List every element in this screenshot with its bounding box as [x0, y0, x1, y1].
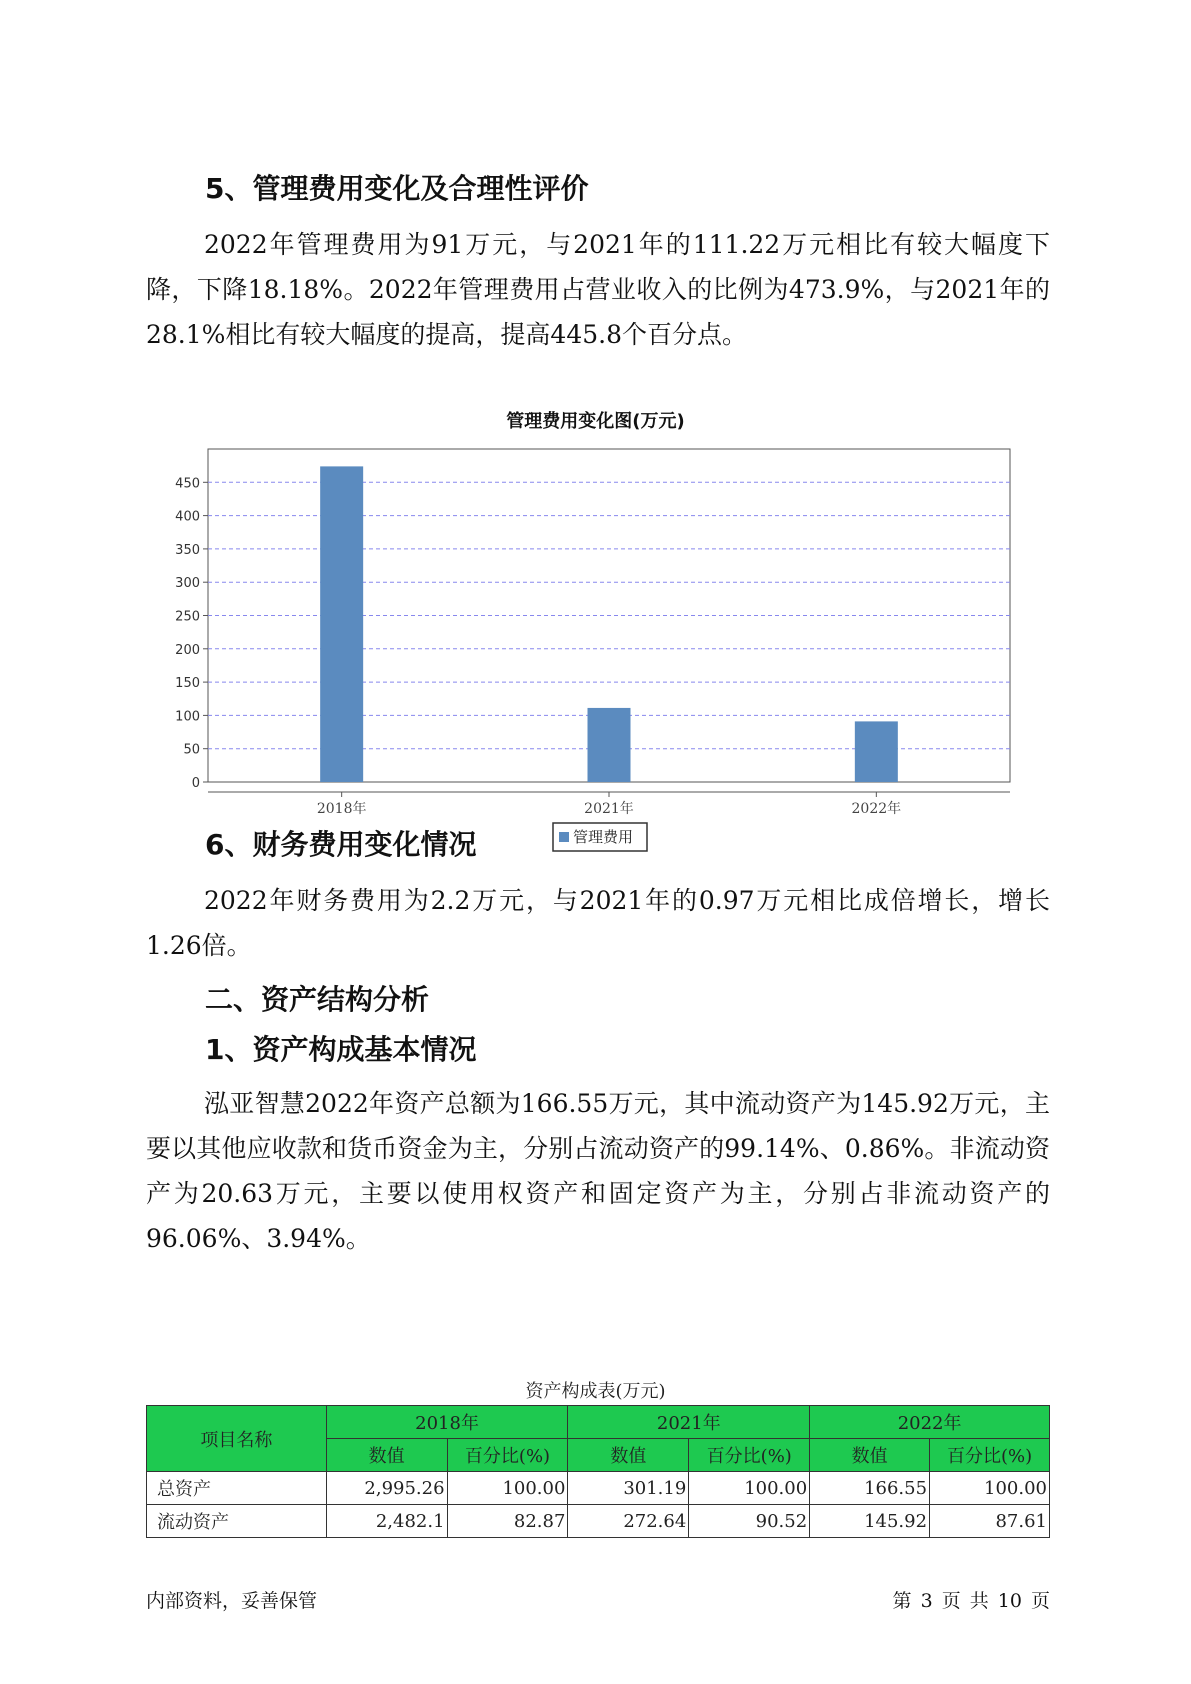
table-row — [147, 1472, 1050, 1505]
table-cell: 145.92 — [810, 1505, 930, 1538]
footer-confidential: 内部资料，妥善保管 — [146, 1590, 318, 1612]
row-name: 总资产 — [147, 1472, 327, 1505]
section-ii-1-paragraph: 泓亚智慧2022年资产总额为166.55万元，其中流动资产为145.92万元，主要以其他应收款和货币资金为主，分别占流动资产的99.14%、0.86%。非流动资产为20.63万元，主要以使用权资产和固定资产为主，分别占非流动资产的96.06%、3.94%。 — [146, 1089, 1050, 1253]
bar — [588, 708, 631, 782]
header-percent: 百分比(%) — [930, 1439, 1050, 1472]
row-name: 流动资产 — [147, 1505, 327, 1538]
y-tick-label: 50 — [183, 742, 200, 758]
x-tick-label: 2022年 — [851, 801, 902, 817]
bar — [855, 721, 898, 782]
y-tick-label: 450 — [175, 476, 200, 492]
table-cell: 82.87 — [447, 1505, 568, 1538]
table-cell: 100.00 — [930, 1472, 1050, 1505]
section-5-paragraph: 2022年管理费用为91万元，与2021年的111.22万元相比有较大幅度下降，下降18.18%。2022年管理费用占营业收入的比例为473.9%，与2021年的28.1%相比有较大幅度的提高，提高445.8个百分点。 — [146, 230, 1050, 349]
header-value: 数值 — [810, 1439, 930, 1472]
table-cell: 100.00 — [689, 1472, 810, 1505]
y-tick-label: 300 — [175, 576, 200, 592]
table-caption: 资产构成表(万元) — [525, 1381, 666, 1402]
table-cell: 90.52 — [689, 1505, 810, 1538]
y-tick-label: 400 — [175, 509, 200, 525]
y-tick-label: 350 — [175, 542, 200, 558]
y-tick-label: 0 — [191, 776, 200, 791]
section-5-heading: 5、管理费用变化及合理性评价 — [205, 172, 589, 205]
header-year: 2022年 — [810, 1406, 1050, 1439]
x-tick-label: 2018年 — [316, 801, 367, 817]
section-ii-heading: 二、资产结构分析 — [205, 983, 430, 1016]
table-cell: 100.00 — [447, 1472, 568, 1505]
y-tick-label: 150 — [175, 676, 200, 692]
table-row — [147, 1505, 1050, 1538]
table-cell: 301.19 — [568, 1472, 689, 1505]
section-6-paragraph: 2022年财务费用为2.2万元，与2021年的0.97万元相比成倍增长，增长1.26倍。 — [146, 886, 1050, 960]
header-year: 2018年 — [326, 1406, 568, 1439]
table-cell: 166.55 — [810, 1472, 930, 1505]
y-tick-label: 200 — [175, 642, 200, 658]
section-ii-1-heading: 1、资产构成基本情况 — [205, 1033, 477, 1066]
footer-page-number: 第 3 页 共 10 页 — [892, 1590, 1050, 1612]
legend-swatch — [559, 832, 569, 842]
header-value: 数值 — [568, 1439, 689, 1472]
x-tick-label: 2021年 — [584, 801, 634, 817]
table-cell: 272.64 — [568, 1505, 689, 1538]
y-tick-label: 250 — [175, 609, 200, 625]
legend-label: 管理费用 — [573, 828, 634, 846]
bar — [320, 466, 363, 782]
y-tick-label: 100 — [175, 709, 200, 725]
header-item-name: 项目名称 — [147, 1406, 327, 1472]
header-value: 数值 — [326, 1439, 447, 1472]
header-percent: 百分比(%) — [689, 1439, 810, 1472]
table-cell: 87.61 — [930, 1505, 1050, 1538]
chart-title: 管理费用变化图(万元) — [506, 411, 685, 432]
table-cell: 2,995.26 — [326, 1472, 447, 1505]
header-year: 2021年 — [568, 1406, 810, 1439]
table-cell: 2,482.1 — [326, 1505, 447, 1538]
section-6-heading: 6、财务费用变化情况 — [205, 828, 477, 861]
asset-structure-table — [146, 1405, 1050, 1538]
header-percent: 百分比(%) — [447, 1439, 568, 1472]
